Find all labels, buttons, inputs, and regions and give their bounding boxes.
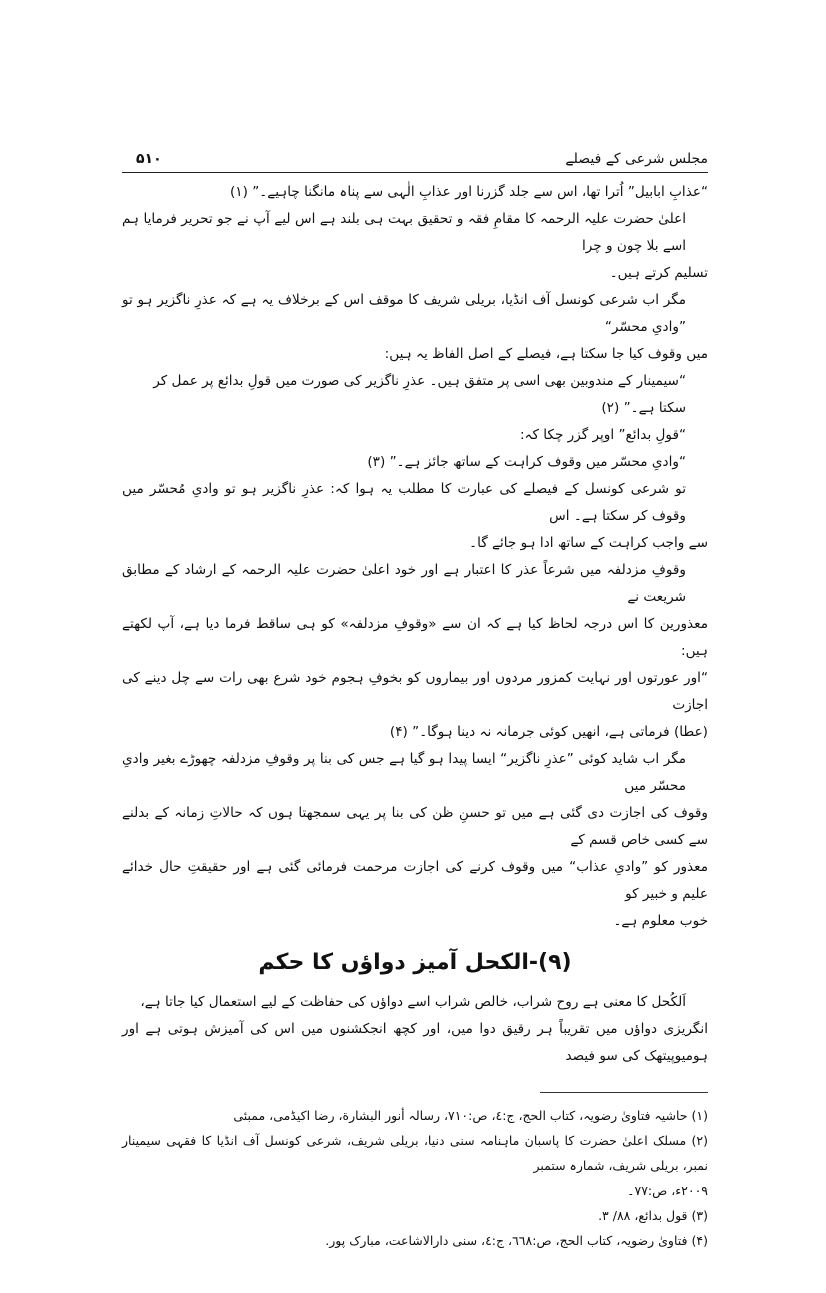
text-line: معذور کو ”وادیِ عذاب“ میں وقوف کرنے کی اجازت مرحمت فرمائی گئی ہے اور حقیقتِ حال خدائے علیم و خبیر کو — [122, 859, 708, 902]
body-text — [122, 179, 708, 1070]
footnote-divider — [540, 1092, 708, 1093]
footnotes — [122, 1103, 708, 1253]
quote-line: “قولِ بدائع” اوپر گزر چکا کہ: — [519, 427, 686, 443]
text-line: مگر اب شرعی کونسل آف انڈیا، بریلی شریف کا موقف اس کے برخلاف یہ ہے کہ عذرِ ناگزیر ہو تو ”وادیِ محسّر“ — [122, 292, 686, 335]
text-line: اعلیٰ حضرت علیہ الرحمہ کا مقامِ فقہ و تحقیق بہت ہی بلند ہے اس لیے آپ نے جو تحریر فرمایا ہم اسے بلا چون و چرا — [122, 211, 686, 254]
text-line: انگریزی دواؤں میں تقریباً ہر رقیق دوا میں، اور کچھ انجکشنوں میں اس کی آمیزش ہوتی ہے اور ہومیوپیتھک کی سو فیصد — [122, 1021, 708, 1064]
footnote: (۳) قول بدائع، ۸۸/ ۳. — [598, 1208, 708, 1223]
quote-line: “سیمینار کے مندوبین بھی اسی پر متفق ہیں۔ عذرِ ناگزیر کی صورت میں قولِ بدائع پر عمل کر سکتا ہے۔” (۲) — [153, 373, 686, 416]
footnote: (۱) حاشیہ فتاویٰ رضویہ، کتاب الحج، ج:٤، ص:٧١٠، رسالہ أنور البشارة، رضا اکیڈمی، ممبئی — [233, 1108, 708, 1123]
text-line: معذورین کا اس درجہ لحاظ کیا ہے کہ ان سے «وقوفِ مزدلفہ» کو ہی ساقط فرما دیا ہے، آپ لکھتے ہیں: — [122, 616, 708, 659]
text-line: مگر اب شاید کوئی ”عذرِ ناگزیر“ ایسا پیدا ہو گیا ہے جس کی بنا پر وقوفِ مزدلفہ چھوڑے بغیر وادیِ محسّر میں — [122, 751, 686, 794]
footnote: ۲۰۰۹ء، ص:۷۷۔ — [627, 1183, 708, 1198]
text-line: تو شرعی کونسل کے فیصلے کی عبارت کا مطلب یہ ہوا کہ: عذرِ ناگزیر ہو تو وادیِ مُحسّر میں وقوف کر سکتا ہے۔ اس — [122, 481, 686, 524]
text-line: تسلیم کرتے ہیں۔ — [609, 265, 708, 281]
text-line: اَلکُحل کا معنی ہے روح شراب، خالص شراب اسے دواؤں کی حفاظت کے لیے استعمال کیا جاتا ہے، — [140, 994, 686, 1010]
text-line: سے واجب کراہت کے ساتھ ادا ہو جائے گا۔ — [469, 535, 708, 551]
quote-line: (عطا) فرماتی ہے، انھیں کوئی جرمانہ نہ دینا ہوگا۔” (۴) — [389, 724, 708, 740]
footnote: (۲) مسلک اعلیٰ حضرت کا پاسبان ماہنامہ سنی دنیا، بریلی شریف، شرعی کونسل آف انڈیا کا فقہی سیمینار نمبر، بریلی شریف، شمارہ ستمبر — [122, 1133, 708, 1173]
page-number: ۵۱۰ — [136, 151, 162, 167]
quote-line: “اور عورتوں اور نہایت کمزور مردوں اور بیماروں کو بخوفِ ہجوم خود شرع بھی رات سے چل دینے کی اجازت — [122, 670, 708, 713]
header-title: مجلس شرعی کے فیصلے — [565, 151, 708, 167]
text-line: وقوفِ مزدلفہ میں شرعاً عذر کا اعتبار ہے اور خود اعلیٰ حضرت علیہ الرحمہ کے ارشاد کے مطابق شریعت نے — [122, 562, 686, 605]
footnote: (۴) فتاویٰ رضویہ، کتاب الحج، ص:٦٦٨، ج:٤، سنی دارالاشاعت، مبارک پور. — [325, 1233, 708, 1248]
text-line: وقوف کی اجازت دی گئی ہے میں تو حسنِ ظن کی بنا پر یہی سمجھتا ہوں کہ حالاتِ زمانہ کے بدلنے سے کسی خاص قسم کے — [122, 805, 708, 848]
text-line: خوب معلوم ہے۔ — [613, 913, 708, 929]
text-line: میں وقوف کیا جا سکتا ہے، فیصلے کے اصل الفاظ یہ ہیں: — [384, 346, 708, 362]
section-heading: (۹)-الکحل آمیز دواؤں کا حکم — [258, 950, 572, 975]
quote-line: “وادیِ محسّر میں وقوف کراہت کے ساتھ جائز ہے۔” (۳) — [367, 454, 686, 470]
text-line: “عذابِ ابابیل” اُترا تھا، اس سے جلد گزرنا اور عذابِ الٰہی سے پناہ مانگنا چاہیے۔” (۱) — [229, 184, 708, 200]
footnote-section — [122, 1092, 708, 1253]
document-page — [122, 0, 708, 1293]
running-header — [122, 148, 708, 173]
